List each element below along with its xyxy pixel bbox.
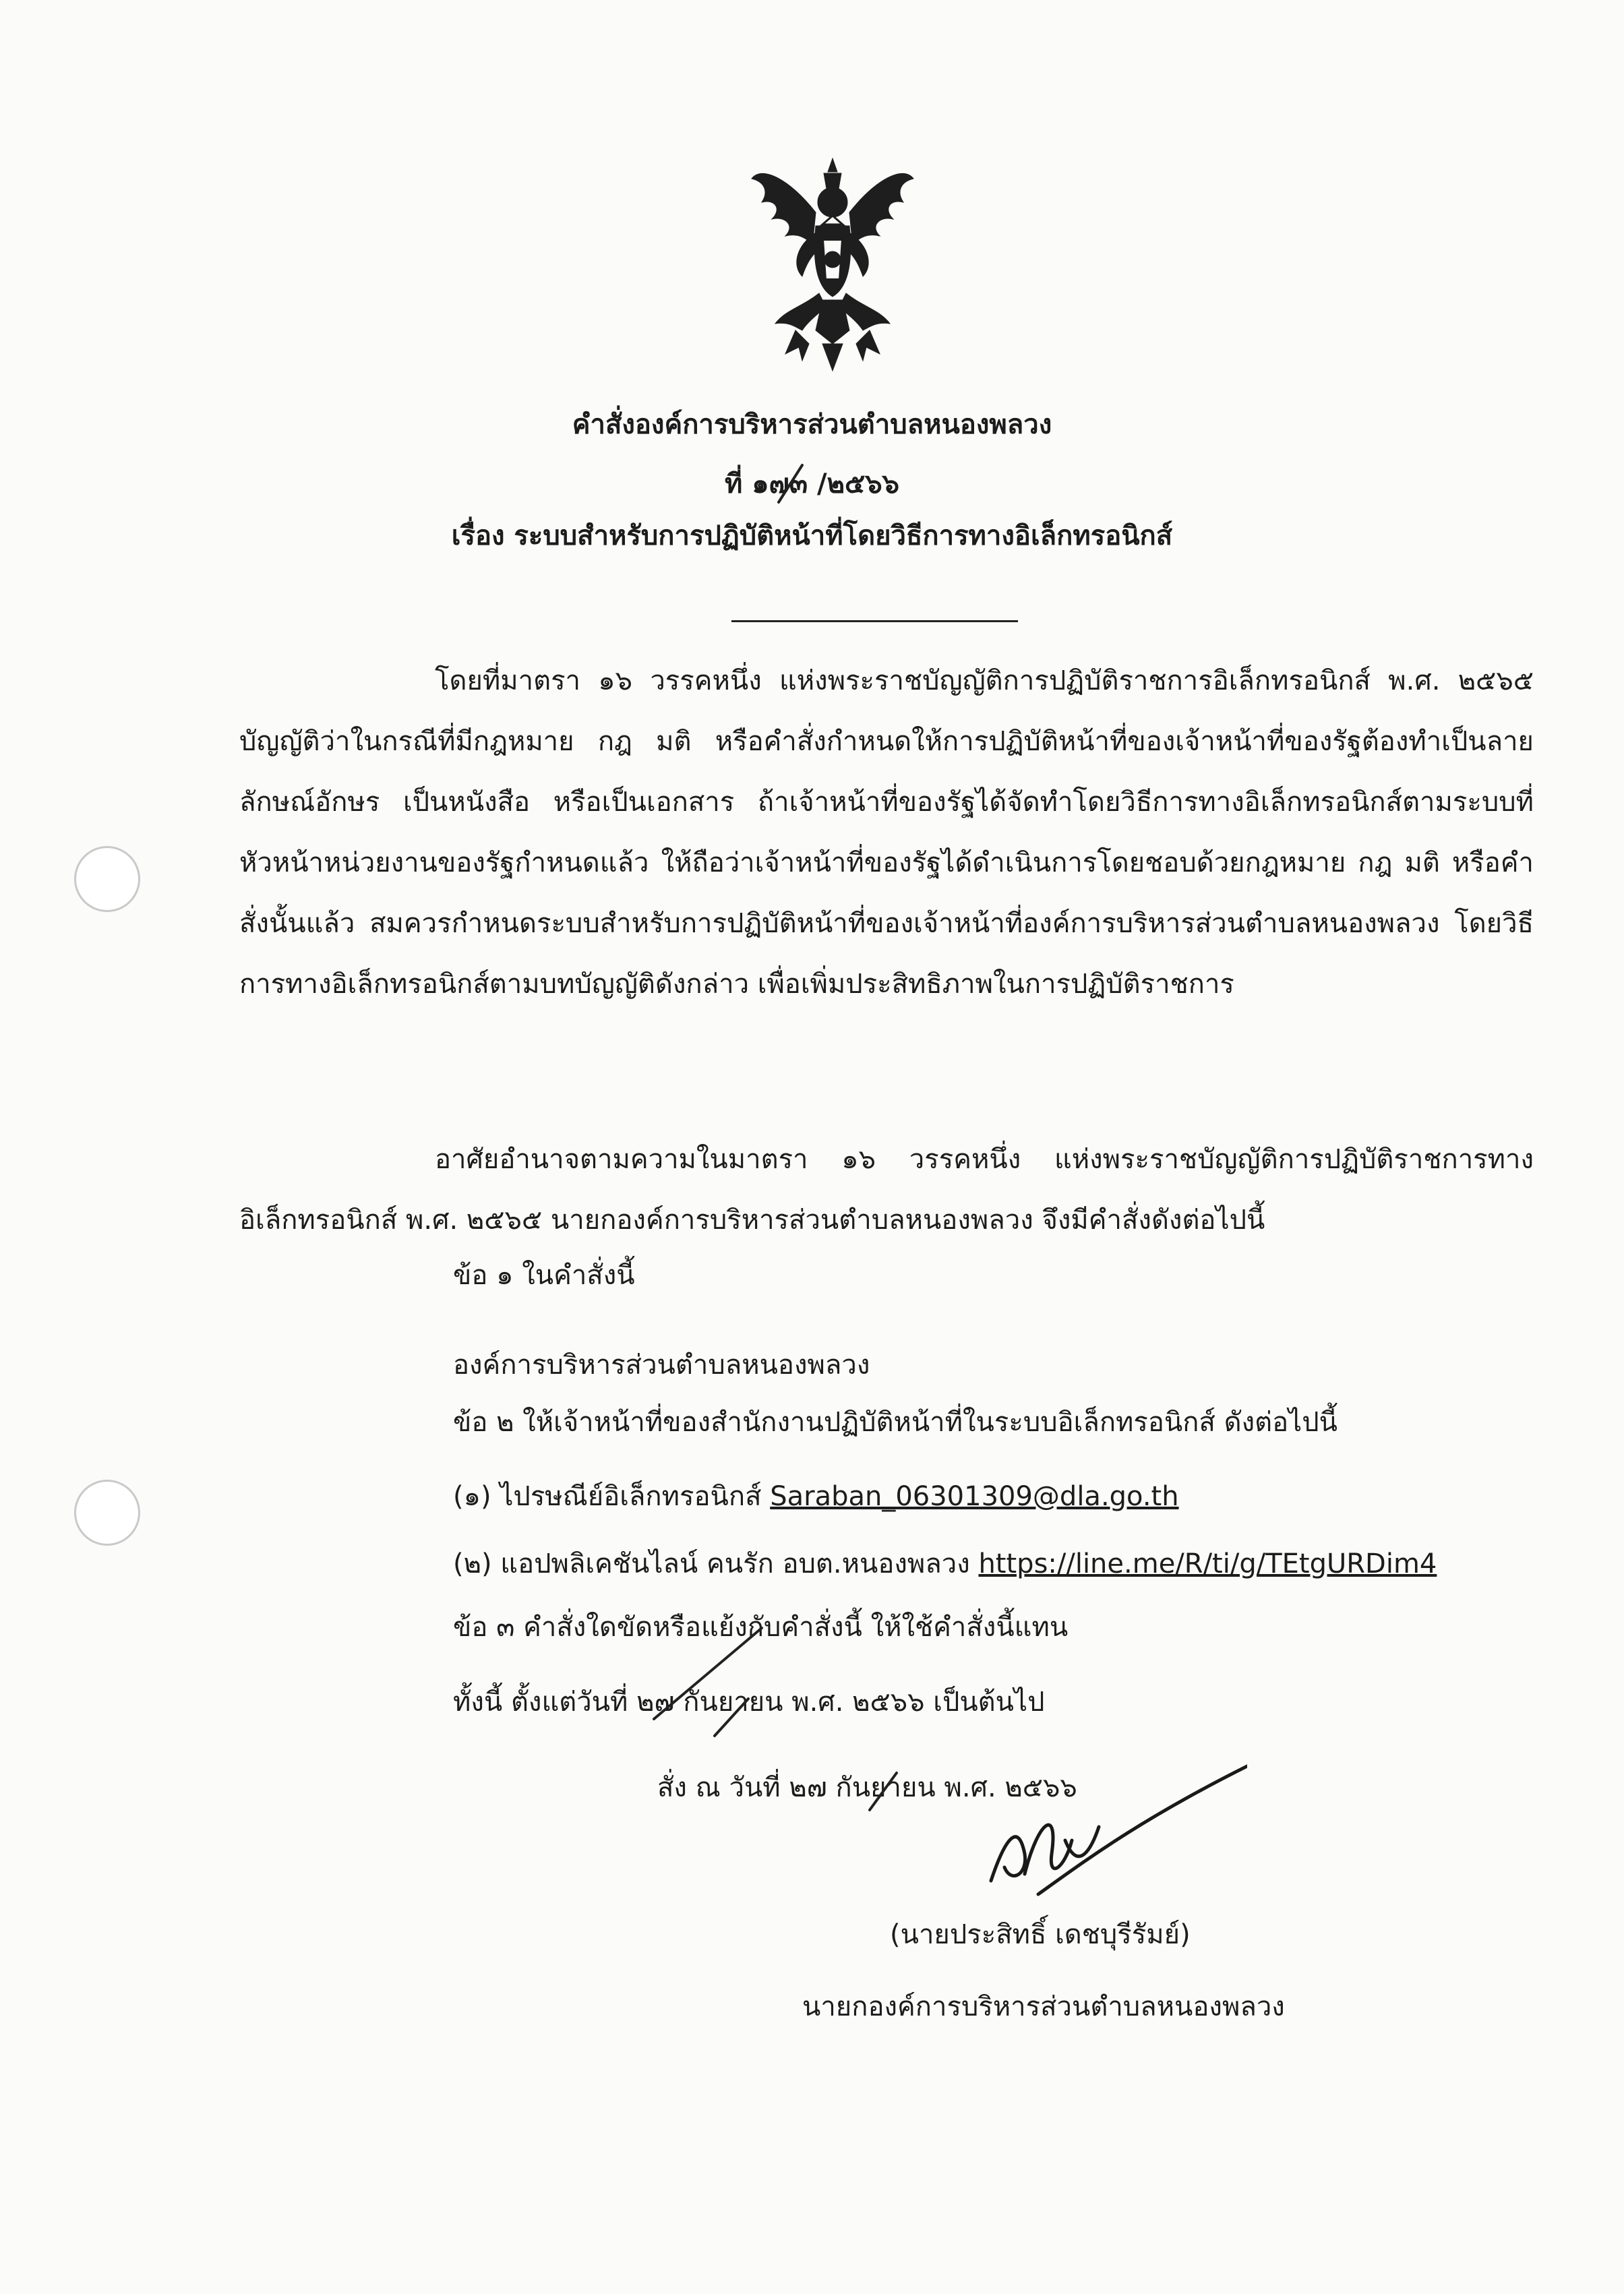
paragraph-authority: อาศัยอำนาจตามความในมาตรา ๑๖ วรรคหนึ่ง แห่งพระราชบัญญัติการปฏิบัติราชการทางอิเล็กทรอนิกส์ พ.ศ. ๒๕๖๕ นายกองค์การบริหารส่วนตำบลหนองพลวง จึงมีคำสั่งดังต่อไปนี้: [239, 1144, 1534, 1236]
email-link[interactable]: Saraban_06301309@dla.go.th: [770, 1481, 1179, 1512]
clause-2: ข้อ ๒ ให้เจ้าหน้าที่ของสำนักงานปฏิบัติหน้าที่ในระบบอิเล็กทรอนิกส์ ดังต่อไปนี้: [453, 1407, 1337, 1438]
clause-1: ข้อ ๑ ในคำสั่งนี้: [453, 1260, 635, 1291]
email-label: (๑) ไปรษณีย์อิเล็กทรอนิกส์: [453, 1481, 771, 1512]
order-title: คำสั่งองค์การบริหารส่วนตำบลหนองพลวง: [572, 409, 1052, 440]
order-number: ที่ ๑๗๓ /๒๕๖๖: [724, 469, 900, 500]
line-group-link[interactable]: https://line.me/R/ti/g/TEtgURDim4: [978, 1548, 1437, 1579]
order-subject: เรื่อง ระบบสำหรับการปฏิบัติหน้าที่โดยวิธีการทางอิเล็กทรอนิกส์: [451, 520, 1173, 551]
effective-date: ทั้งนี้ ตั้งแต่วันที่ ๒๗ กันยายน พ.ศ. ๒๕๖๖ เป็นต้นไป: [453, 1687, 1045, 1718]
clause-3: ข้อ ๓ คำสั่งใดขัดหรือแย้งกับคำสั่งนี้ ให้ใช้คำสั่งนี้แทน: [453, 1612, 1069, 1643]
line-app-label: (๒) แอปพลิเคชันไลน์ คนรัก อบต.หนองพลวง: [453, 1548, 979, 1579]
clause-1-detail: องค์การบริหารส่วนตำบลหนองพลวง: [453, 1350, 870, 1381]
signatory-name: (นายประสิทธิ์ เดชบุรีรัมย์): [890, 1919, 1191, 1950]
paragraph-preamble: โดยที่มาตรา ๑๖ วรรคหนึ่ง แห่งพระราชบัญญัติการปฏิบัติราชการอิเล็กทรอนิกส์ พ.ศ. ๒๕๖๕ บัญญัติว่าในกรณีที่มีกฎหมาย กฎ มติ หรือคำสั่งกำหนดให้การปฏิบัติหน้าที่ของเจ้าหน้าที่ของรัฐต้องทำเป็นลายลักษณ์อักษร เป็นหนังสือ หรือเป็นเอกสาร ถ้าเจ้าหน้าที่ของรัฐได้จัดทำโดยวิธีการทางอิเล็กทรอนิกส์ตามระบบที่หัวหน้าหน่วยงานของรัฐกำหนดแล้ว ให้ถือว่าเจ้าหน้าที่ของรัฐได้ดำเนินการโดยชอบด้วยกฎหมาย กฎ มติ หรือคำสั่งนั้นแล้ว สมควรกำหนดระบบสำหรับการปฏิบัติหน้าที่ของเจ้าหน้าที่องค์การบริหารส่วนตำบลหนองพลวง โดยวิธีการทางอิเล็กทรอนิกส์ตามบทบัญญัติดังกล่าว เพื่อเพิ่มประสิทธิภาพในการปฏิบัติราชการ: [239, 665, 1534, 1000]
signatory-position: นายกองค์การบริหารส่วนตำบลหนองพลวง: [802, 1991, 1285, 2022]
ordered-on-date: สั่ง ณ วันที่ ๒๗ กันยายน พ.ศ. ๒๕๖๖: [657, 1772, 1077, 1803]
